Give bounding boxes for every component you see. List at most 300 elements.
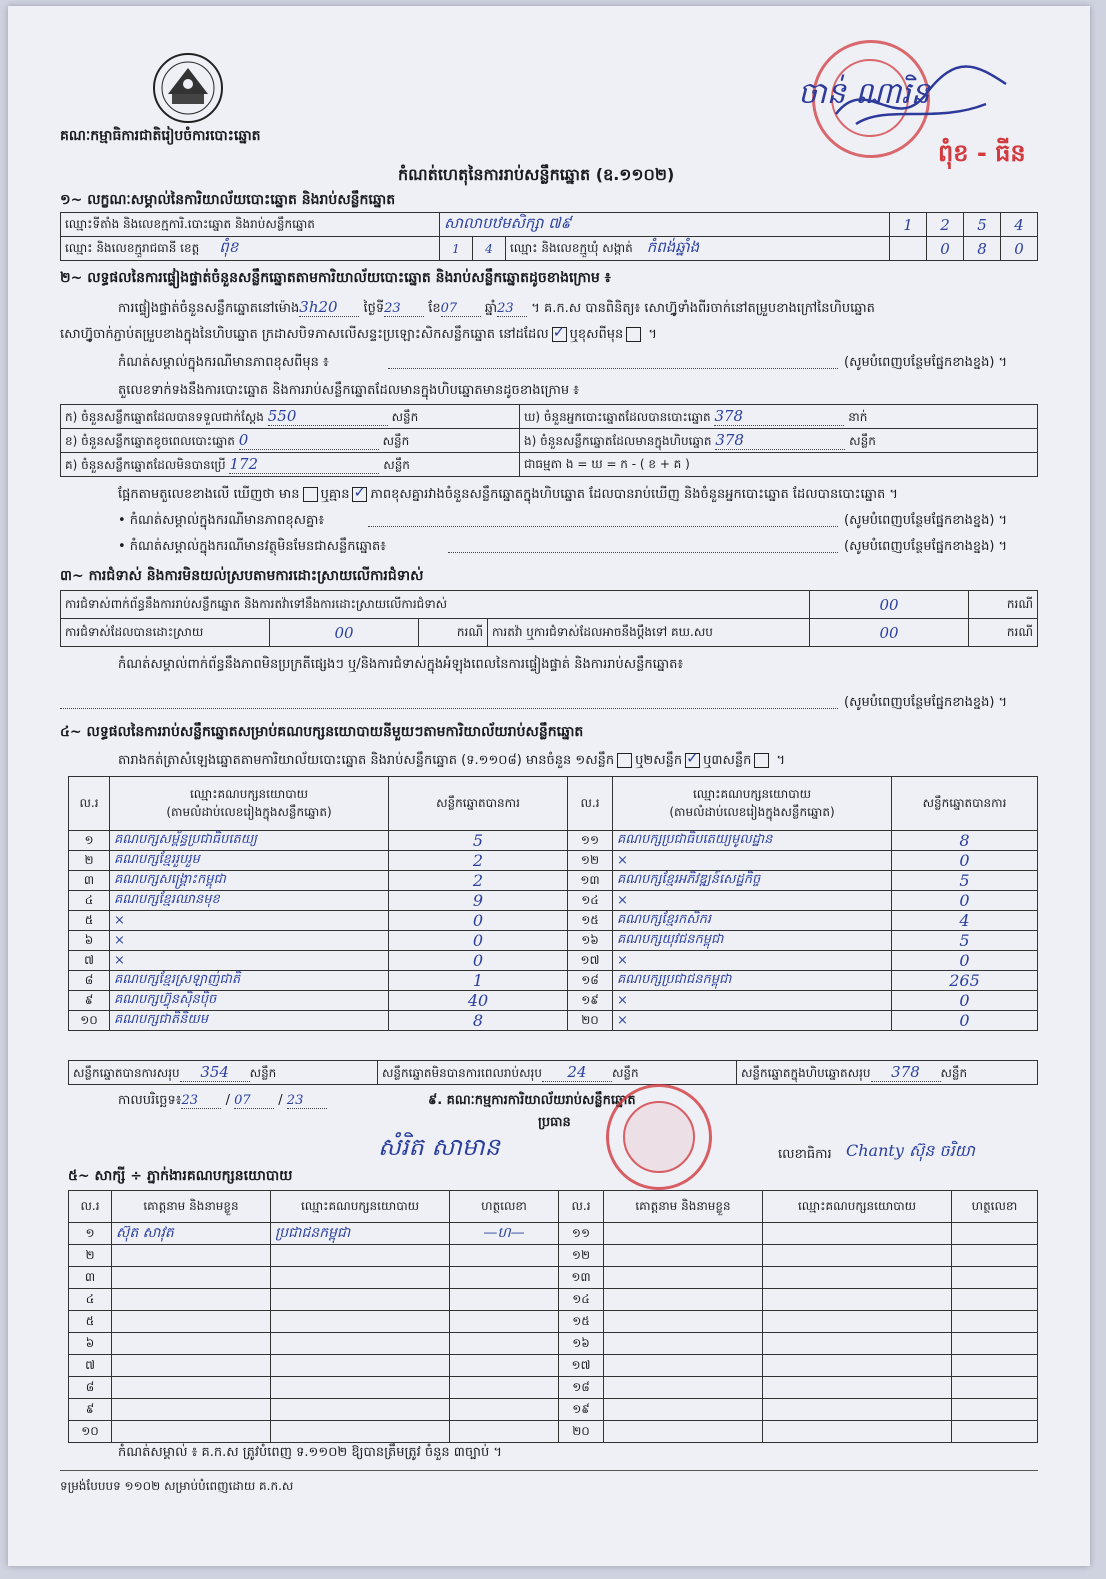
s4-sub-c: ឬ៣សន្លឹក xyxy=(703,753,752,768)
witness-name xyxy=(112,1245,271,1267)
party-name: គណបក្សសម្ព័ន្ធប្រជាធិបតេយ្យ xyxy=(110,831,389,851)
col-votes-header-right: សន្លឹកឆ្នោតបានការ xyxy=(892,777,1038,831)
s3-r1-value: 00 xyxy=(810,591,969,619)
party-name: គណបក្សជាតិនិយម xyxy=(110,1011,389,1031)
date-label: កាលបរិច្ឆេទ៖ xyxy=(118,1093,182,1108)
party-votes: 40 xyxy=(389,991,568,1011)
committee-label: ៩. គណៈកម្មការការិយាល័យរាប់សន្លឹកឆ្នោត xyxy=(428,1093,636,1108)
sheets1-checkbox[interactable] xyxy=(617,753,632,768)
witness-name xyxy=(112,1399,271,1421)
total-box xyxy=(737,1061,1038,1085)
witness-signature xyxy=(952,1421,1038,1443)
witness-party xyxy=(271,1421,450,1443)
party-votes: 8 xyxy=(389,1011,568,1031)
row-number: ១ xyxy=(69,831,110,851)
witness-signature: —ហ— xyxy=(450,1223,559,1245)
row-number: ១៦ xyxy=(568,931,613,951)
party-name: × xyxy=(613,1011,892,1031)
s2-kha-label: ខ) ចំនួនសន្លឹកឆ្នោតខូចពេលបោះឆ្នោត xyxy=(65,433,235,448)
witness-row xyxy=(69,1311,1038,1333)
witness-party xyxy=(763,1377,952,1399)
witness-name xyxy=(112,1421,271,1443)
result-row xyxy=(69,831,1038,851)
row-number: ៧ xyxy=(69,951,110,971)
col-party-sub: (តាមលំដាប់លេខរៀងក្នុងសន្លឹកឆ្នោត) xyxy=(166,804,332,819)
party-votes: 0 xyxy=(892,1011,1038,1031)
s1-row2-label2-text: ឈ្មោះ និងលេខក្មួឃុំ សង្កាត់ xyxy=(510,240,633,255)
witness-name xyxy=(112,1377,271,1399)
s2-bullet2: • កំណត់សម្គាល់ក្នុងករណីមានវត្ថុមិនមែនជាសន្លឹកឆ្នោត៖ xyxy=(118,539,386,554)
party-votes: 2 xyxy=(389,871,568,891)
row-number: ១៨ xyxy=(559,1377,604,1399)
sheets2-checkbox[interactable] xyxy=(685,753,700,768)
date-year: 23 xyxy=(287,1093,327,1109)
signature-scribble-icon xyxy=(826,54,1026,144)
witness-name xyxy=(604,1421,763,1443)
total-unit: សន្លឹក xyxy=(940,1065,968,1080)
committee-stamp xyxy=(606,1084,712,1190)
w-col-name-right: គោត្តនាម និងនាមខ្លួន xyxy=(604,1191,763,1223)
witness-name xyxy=(604,1333,763,1355)
s2-line1 xyxy=(118,298,875,319)
row-number: ៧ xyxy=(69,1355,112,1377)
row-number: ១៥ xyxy=(568,911,613,931)
nec-logo-icon xyxy=(148,50,228,128)
witness-name xyxy=(112,1311,271,1333)
s2-line1-a: ការផ្ទៀងផ្ទាត់ចំនួនសន្លឹកឆ្នោតនៅម៉ោង xyxy=(118,301,300,316)
witness-party xyxy=(271,1377,450,1399)
witness-signature xyxy=(952,1245,1038,1267)
doc-title: កំណត់ហេតុនៃការរាប់សន្លឹកឆ្នោត (ឧ.១១០២) xyxy=(398,165,675,184)
col-party-sub-right: (តាមលំដាប់លេខរៀងក្នុងសន្លឹកឆ្នោត) xyxy=(669,804,835,819)
witness-party xyxy=(271,1289,450,1311)
s3-unit: ករណី xyxy=(419,619,488,647)
witness-row xyxy=(69,1245,1038,1267)
s1-row1-label: ឈ្មោះទីតាំង និងលេខក្មការិ.បោះឆ្នោត និងរាប់សន្លឹកឆ្នោត xyxy=(61,213,440,237)
s2-kho-label: ឃ) ចំនួនអ្នកបោះឆ្នោតដែលបានបោះឆ្នោត xyxy=(524,409,711,424)
org-name: គណៈកម្មាធិការជាតិរៀបចំការបោះឆ្នោត xyxy=(60,128,261,144)
total-valid-label: សន្លឹកឆ្នោតបានការសរុប xyxy=(73,1065,180,1080)
witness-party xyxy=(763,1245,952,1267)
party-votes: 0 xyxy=(892,891,1038,911)
witness-name xyxy=(604,1289,763,1311)
witness-row xyxy=(69,1399,1038,1421)
party-votes: 1 xyxy=(389,971,568,991)
witness-signature xyxy=(450,1421,559,1443)
s2-line1-b: ថ្ងៃទី xyxy=(363,301,385,316)
col-party-header xyxy=(110,777,389,831)
row-number: ៥ xyxy=(69,911,110,931)
witness-party xyxy=(271,1333,450,1355)
s2-unit-person: នាក់ xyxy=(848,409,868,424)
s2-ko xyxy=(61,453,520,477)
s2-time: 3h20 xyxy=(299,298,359,317)
s1-row2-label-text: ឈ្មោះ និងលេខក្មួរាជធានី ខេត្ត xyxy=(65,240,200,255)
row-number: ១៧ xyxy=(568,951,613,971)
party-name: គណបក្សហ៊្វុនស៊ិនប៉ិច xyxy=(110,991,389,1011)
party-votes: 0 xyxy=(892,991,1038,1011)
w-col-no: ល.រ xyxy=(69,1191,112,1223)
total-box-label: សន្លឹកឆ្នោតក្នុងហិបឆ្នោតសរុប xyxy=(741,1065,871,1080)
s2-kho-value: 378 xyxy=(714,407,844,426)
witness-party xyxy=(763,1267,952,1289)
total-invalid-value: 24 xyxy=(542,1063,612,1082)
s3-r2-value: 00 xyxy=(270,619,419,647)
col-votes-header: សន្លឹកឆ្នោតបានការ xyxy=(389,777,568,831)
results-body xyxy=(69,831,1038,1031)
witness-signature xyxy=(450,1399,559,1421)
witness-signature xyxy=(952,1399,1038,1421)
w-col-sign-right: ហត្ថលេខា xyxy=(952,1191,1038,1223)
different-checkbox[interactable] xyxy=(626,327,641,342)
result-row xyxy=(69,891,1038,911)
s2-compare-b: ឬគ្មាន xyxy=(320,487,350,502)
result-row xyxy=(69,851,1038,871)
total-valid-value: 354 xyxy=(180,1063,250,1082)
result-row xyxy=(69,1011,1038,1031)
party-votes: 0 xyxy=(389,951,568,971)
party-votes: 8 xyxy=(892,831,1038,851)
witness-name xyxy=(112,1333,271,1355)
s2-bullet1-line xyxy=(368,526,838,527)
row-number: ១៧ xyxy=(559,1355,604,1377)
witness-row xyxy=(69,1355,1038,1377)
witness-party: ប្រជាជនកម្ពុជា xyxy=(271,1223,450,1245)
s2-formula: ជាធម្មតា ង = ឃ = ក - ( ខ + គ ) xyxy=(520,453,1038,477)
s2-ka xyxy=(61,405,520,429)
same-checkbox[interactable] xyxy=(552,327,567,342)
result-row xyxy=(69,991,1038,1011)
s2-note-label: កំណត់សម្គាល់ក្នុងករណីមានភាពខុសពីមុន ៖ xyxy=(118,355,329,370)
section1-heading: ១~ លក្ខណៈសម្គាល់នៃការិយាល័យបោះឆ្នោត និងរាប់សន្លឹកឆ្នោត xyxy=(60,192,396,208)
chair-label: ប្រធាន xyxy=(538,1115,571,1130)
party-name: គណបក្សយុវជនកម្ពុជា xyxy=(613,931,892,951)
witness-name xyxy=(112,1355,271,1377)
s4-subline-text: តារាងកត់ត្រាសំឡេងឆ្នោតតាមការិយាល័យបោះឆ្នោត និងរាប់សន្លឹកឆ្នោត (ទ.១១០៨) មានចំនួន ១សន្លឹក xyxy=(118,753,615,768)
w-col-no-right: ល.រ xyxy=(559,1191,604,1223)
s2-kha-value: 0 xyxy=(239,431,379,450)
s2-intro: តួលេខទាក់ទងនឹងការបោះឆ្នោត និងការរាប់សន្លឹកឆ្នោតដែលមានក្នុងហិបឆ្នោតមានដូចខាងក្រោម ៖ xyxy=(118,383,579,398)
s3-r1-label: ការជំទាស់ពាក់ព័ន្ធនឹងការរាប់សន្លឹកឆ្នោត និងការតវ៉ាទៅនឹងការដោះស្រាយលើការជំទាស់ xyxy=(61,591,810,619)
s2-unit: សន្លឹក xyxy=(383,457,410,472)
row-number: ១១ xyxy=(568,831,613,851)
party-name: × xyxy=(110,951,389,971)
s2-bullet1: • កំណត់សម្គាល់ក្នុងករណីមានភាពខុសគ្នា៖ xyxy=(118,513,325,528)
total-invalid xyxy=(378,1061,737,1085)
party-votes: 0 xyxy=(389,911,568,931)
s2-ngo-label: ង) ចំនួនសន្លឹកឆ្នោតដែលមានក្នុងហិបឆ្នោត xyxy=(524,433,712,448)
witness-table xyxy=(68,1190,1038,1443)
result-row xyxy=(69,951,1038,971)
sheets3-checkbox[interactable] xyxy=(754,753,769,768)
party-name: × xyxy=(613,891,892,911)
witness-signature xyxy=(450,1245,559,1267)
witness-signature xyxy=(450,1377,559,1399)
total-unit: សន្លឹក xyxy=(611,1065,639,1080)
witness-signature xyxy=(450,1333,559,1355)
s2-ngo xyxy=(520,429,1038,453)
row-number: ១៤ xyxy=(559,1289,604,1311)
party-name: × xyxy=(110,911,389,931)
s2-compare-a: ផ្អែកតាមតួលេខខាងលើ ឃើញថា មាន xyxy=(118,487,300,502)
s2-bullet1-hint: (សូមបំពេញបន្ថែមផ្នែកខាងខ្នង) ។ xyxy=(844,513,1008,528)
result-row xyxy=(69,971,1038,991)
witness-row xyxy=(69,1421,1038,1443)
party-votes: 0 xyxy=(892,951,1038,971)
party-name: គណបក្សខ្មែររួបរួម xyxy=(110,851,389,871)
s1-row2-value: ពុំខ xyxy=(219,237,239,256)
secretary-label: លេខាធិការ xyxy=(778,1147,832,1162)
party-votes: 2 xyxy=(389,851,568,871)
s1-row2-digit2: 0 xyxy=(927,237,964,261)
s2-line2: សោហ្វ៊ូចាក់ភ្ជាប់តម្រួបខាងក្នុងនៃហិបឆ្នោត ក្រដាសបិទភាសលើសន្ទះប្រឡោះសិកសន្លឹកឆ្នោត នៅដដែល✓ ឬខុសពីមុន ។ xyxy=(60,326,657,345)
witness-row xyxy=(69,1289,1038,1311)
totals-table xyxy=(68,1060,1038,1085)
section3-heading: ៣~ ការជំទាស់ និងការមិនយល់ស្របតាមការដោះស្រាយលើការជំទាស់ xyxy=(60,568,424,584)
total-unit: សន្លឹក xyxy=(249,1065,277,1080)
s2-note-hint: (សូមបំពេញបន្ថែមផ្នែកខាងខ្នង) ។ xyxy=(844,355,1008,370)
s2-ka-value: 550 xyxy=(268,407,388,426)
witness-signature xyxy=(952,1289,1038,1311)
s3-r2-label: ការជំទាស់ដែលបានដោះស្រាយ xyxy=(61,619,270,647)
s2-figures-table xyxy=(60,404,1038,477)
s2-line2-b: ឬខុសពីមុន xyxy=(569,327,624,342)
row-number: ១៣ xyxy=(568,871,613,891)
row-number: ១៨ xyxy=(568,971,613,991)
s2-compare-c: ភាពខុសគ្នារវាងចំនួនសន្លឹកឆ្នោតក្នុងហិបឆ្នោត ដែលបានរាប់ឃើញ និងចំនួនអ្នកបោះឆ្នោត ដែលបានបោះឆ្នោត ។ xyxy=(370,487,898,502)
s3-unit: ករណី xyxy=(969,619,1038,647)
row-number: ៨ xyxy=(69,971,110,991)
party-name: × xyxy=(613,951,892,971)
s1-digit: 4 xyxy=(1001,213,1038,237)
no-difference-checkbox[interactable] xyxy=(352,487,367,502)
s2-unit: សន្លឹក xyxy=(382,433,410,448)
witness-signature xyxy=(952,1377,1038,1399)
result-row xyxy=(69,871,1038,891)
witness-party xyxy=(763,1421,952,1443)
s3-note: កំណត់សម្គាល់ពាក់ព័ន្ធនឹងភាពមិនប្រក្រតីផ្សេងៗ ឬ/និងការជំទាស់ក្នុងអំឡុងពេលនៃការផ្ទៀងផ្ទាត់ និងការរាប់សន្លឹកឆ្នោត៖ xyxy=(118,657,684,672)
section4-heading: ៤~ លទ្ធផលនៃការរាប់សន្លឹកឆ្នោតសម្រាប់គណបក្សនយោបាយនីមួយៗតាមការិយាល័យរាប់សន្លឹកឆ្នោត xyxy=(60,724,584,740)
result-row xyxy=(69,911,1038,931)
party-votes: 5 xyxy=(892,931,1038,951)
s3-r2-label2: ការតវ៉ា ឬការជំទាស់ដែលអាចនឹងប្តឹងទៅ គឃ.សប xyxy=(488,619,810,647)
s1-row2-digit: 4 xyxy=(473,237,506,261)
s1-row2-digit2: 0 xyxy=(1001,237,1038,261)
w-col-party-right: ឈ្មោះគណបក្សនយោបាយ xyxy=(763,1191,952,1223)
s1-row2-digit: 1 xyxy=(440,237,473,261)
party-name: គណបក្សសង្គ្រោះកម្ពុជា xyxy=(110,871,389,891)
witness-name xyxy=(604,1399,763,1421)
top-signature: ចាន់ ណារិន xyxy=(798,76,930,111)
s1-digit: 1 xyxy=(890,213,927,237)
total-invalid-label: សន្លឹកឆ្នោតមិនបានការពេលរាប់សរុប xyxy=(382,1065,542,1080)
s2-line1-c: ខែ xyxy=(428,301,441,316)
s2-day: 23 xyxy=(384,301,424,317)
witness-body xyxy=(69,1223,1038,1443)
chair-signature: សំរិត សាមាន xyxy=(378,1133,500,1161)
w-col-sign: ហត្ថលេខា xyxy=(450,1191,559,1223)
party-votes: 0 xyxy=(389,931,568,951)
s2-ko-label: គ) ចំនួនសន្លឹកឆ្នោតដែលមិនបានប្រើ xyxy=(65,457,226,472)
section1-table xyxy=(60,212,1038,261)
s1-row2-label xyxy=(61,237,440,261)
col-no-header: ល.រ xyxy=(69,777,110,831)
date-line: កាលបរិច្ឆេទ៖23 / 07 / 23 xyxy=(118,1092,327,1111)
w-col-name: គោត្តនាម និងនាមខ្លួន xyxy=(112,1191,271,1223)
party-name: គណបក្សខ្មែរកសិករ xyxy=(613,911,892,931)
row-number: ៦ xyxy=(69,931,110,951)
result-row xyxy=(69,931,1038,951)
row-number: ១៣ xyxy=(559,1267,604,1289)
witness-signature xyxy=(952,1223,1038,1245)
s1-row2-label2 xyxy=(506,237,890,261)
witness-party xyxy=(271,1311,450,1333)
date-month: 07 xyxy=(234,1093,274,1109)
s2-kho xyxy=(520,405,1038,429)
witness-row xyxy=(69,1267,1038,1289)
party-name: × xyxy=(613,991,892,1011)
party-votes: 5 xyxy=(892,871,1038,891)
row-number: ១៤ xyxy=(568,891,613,911)
party-name: × xyxy=(613,851,892,871)
witness-name xyxy=(112,1267,271,1289)
party-name: គណបក្សខ្មែរស្រឡាញ់ជាតិ xyxy=(110,971,389,991)
row-number: ៩ xyxy=(69,991,110,1011)
col-party-title: ឈ្មោះគណបក្សនយោបាយ xyxy=(189,786,309,801)
row-number: ១៦ xyxy=(559,1333,604,1355)
s3-hint: (សូមបំពេញបន្ថែមផ្នែកខាងខ្នង) ។ xyxy=(844,695,1008,710)
party-name: គណបក្សខ្មែរឈានមុខ xyxy=(110,891,389,911)
party-votes: 9 xyxy=(389,891,568,911)
witness-signature xyxy=(952,1333,1038,1355)
witness-row xyxy=(69,1377,1038,1399)
party-name: គណបក្សប្រជាធិបតេយ្យមូលដ្ឋាន xyxy=(613,831,892,851)
row-number: ១០ xyxy=(69,1421,112,1443)
s2-line1-e: ។ គ.ក.ស បានពិនិត្យ៖ សោហ្វ៊ូទាំងពីរចាក់នៅតម្រួបខាងក្រៅនៃហិបឆ្នោត xyxy=(531,301,875,316)
s2-bullet2-line xyxy=(448,552,838,553)
party-name: × xyxy=(110,931,389,951)
row-number: ៤ xyxy=(69,891,110,911)
witness-signature xyxy=(450,1355,559,1377)
s2-year: 23 xyxy=(497,301,527,317)
row-number: ៤ xyxy=(69,1289,112,1311)
section3-table xyxy=(60,590,1038,647)
row-number: ២ xyxy=(69,1245,112,1267)
results-table xyxy=(68,776,1038,1031)
witness-row xyxy=(69,1223,1038,1245)
has-difference-checkbox[interactable] xyxy=(303,487,318,502)
witness-name xyxy=(604,1355,763,1377)
col-no-header-right: ល.រ xyxy=(568,777,613,831)
witness-name xyxy=(604,1311,763,1333)
s1-row2-digit2: 8 xyxy=(964,237,1001,261)
row-number: ១ xyxy=(69,1223,112,1245)
witness-name xyxy=(112,1289,271,1311)
row-number: ១៥ xyxy=(559,1311,604,1333)
party-votes: 4 xyxy=(892,911,1038,931)
witness-signature xyxy=(952,1267,1038,1289)
row-number: ១៩ xyxy=(568,991,613,1011)
w-col-party: ឈ្មោះគណបក្សនយោបាយ xyxy=(271,1191,450,1223)
row-number: ១២ xyxy=(568,851,613,871)
witness-party xyxy=(271,1267,450,1289)
s2-compare xyxy=(118,486,898,505)
row-number: ៣ xyxy=(69,871,110,891)
witness-name xyxy=(604,1245,763,1267)
top-red-text: ពុំខ - ធីន xyxy=(938,139,1026,167)
s2-unit: សន្លឹក xyxy=(391,409,419,424)
witness-name xyxy=(604,1377,763,1399)
s2-ka-label: ក) ចំនួនសន្លឹកឆ្នោតដែលបានទទួលជាក់ស្តែង xyxy=(65,409,264,424)
witness-signature xyxy=(450,1267,559,1289)
footer-divider xyxy=(60,1470,1038,1471)
s2-kha xyxy=(61,429,520,453)
witness-signature xyxy=(450,1289,559,1311)
total-valid xyxy=(69,1061,378,1085)
witness-party xyxy=(271,1355,450,1377)
row-number: ១០ xyxy=(69,1011,110,1031)
row-number: ១១ xyxy=(559,1223,604,1245)
form-page xyxy=(8,6,1090,1566)
col-party-title-right: ឈ្មោះគណបក្សនយោបាយ xyxy=(692,786,812,801)
witness-party xyxy=(763,1355,952,1377)
witness-party xyxy=(271,1245,450,1267)
section5-heading: ៥~ សាក្សី ÷ ភ្នាក់ងារគណបក្សនយោបាយ xyxy=(68,1168,293,1184)
witness-party xyxy=(271,1399,450,1421)
row-number: ១៩ xyxy=(559,1399,604,1421)
row-number: ៥ xyxy=(69,1311,112,1333)
row-number: ៣ xyxy=(69,1267,112,1289)
witness-party xyxy=(763,1289,952,1311)
row-number: ២០ xyxy=(559,1421,604,1443)
col-party-header-right xyxy=(613,777,892,831)
secretary-signature: Chanty ស៊ុន ចរិយា xyxy=(846,1141,975,1160)
row-number: ១២ xyxy=(559,1245,604,1267)
date-day: 23 xyxy=(181,1093,221,1109)
party-votes: 265 xyxy=(892,971,1038,991)
s1-row2-value2: កំពង់ឆ្នាំង xyxy=(646,237,700,256)
s1-digit: 5 xyxy=(964,213,1001,237)
s1-digit: 2 xyxy=(927,213,964,237)
party-votes: 0 xyxy=(892,851,1038,871)
row-number: ៨ xyxy=(69,1377,112,1399)
party-name: គណបក្សខ្មែរអភិវឌ្ឍន៍សេដ្ឋកិច្ច xyxy=(613,871,892,891)
s3-r2-value2: 00 xyxy=(810,619,969,647)
row-number: ៩ xyxy=(69,1399,112,1421)
total-box-value: 378 xyxy=(871,1063,941,1082)
s1-row1-value: សាលាបឋមសិក្សា ៧៩ xyxy=(440,213,890,237)
witness-name: ស៊ុត សាវុត xyxy=(112,1223,271,1245)
witness-signature xyxy=(450,1311,559,1333)
party-name: គណបក្សប្រជាជនកម្ពុជា xyxy=(613,971,892,991)
witness-row xyxy=(69,1333,1038,1355)
s2-line2-text: សោហ្វ៊ូចាក់ភ្ជាប់តម្រួបខាងក្នុងនៃហិបឆ្នោត ក្រដាសបិទភាសលើសន្ទះប្រឡោះសិកសន្លឹកឆ្នោត នៅដដែល xyxy=(60,327,549,342)
witness-name xyxy=(604,1223,763,1245)
s2-unit: សន្លឹក xyxy=(849,433,876,448)
witness-party xyxy=(763,1223,952,1245)
s2-ko-value: 172 xyxy=(229,455,379,474)
s4-subline: តារាងកត់ត្រាសំឡេងឆ្នោតតាមការិយាល័យបោះឆ្នោត និងរាប់សន្លឹកឆ្នោត (ទ.១១០៨) មានចំនួន ១សន្លឹក ឬ២សន្លឹក✓ ឬ៣សន្លឹក ។ xyxy=(118,752,785,771)
witness-name xyxy=(604,1267,763,1289)
witness-party xyxy=(763,1399,952,1421)
row-number: ៦ xyxy=(69,1333,112,1355)
witness-party xyxy=(763,1333,952,1355)
s4-sub-b: ឬ២សន្លឹក xyxy=(635,753,683,768)
row-number: ២ xyxy=(69,851,110,871)
s2-ngo-value: 378 xyxy=(715,431,845,450)
s3-note-line xyxy=(60,708,838,709)
witness-signature xyxy=(952,1311,1038,1333)
